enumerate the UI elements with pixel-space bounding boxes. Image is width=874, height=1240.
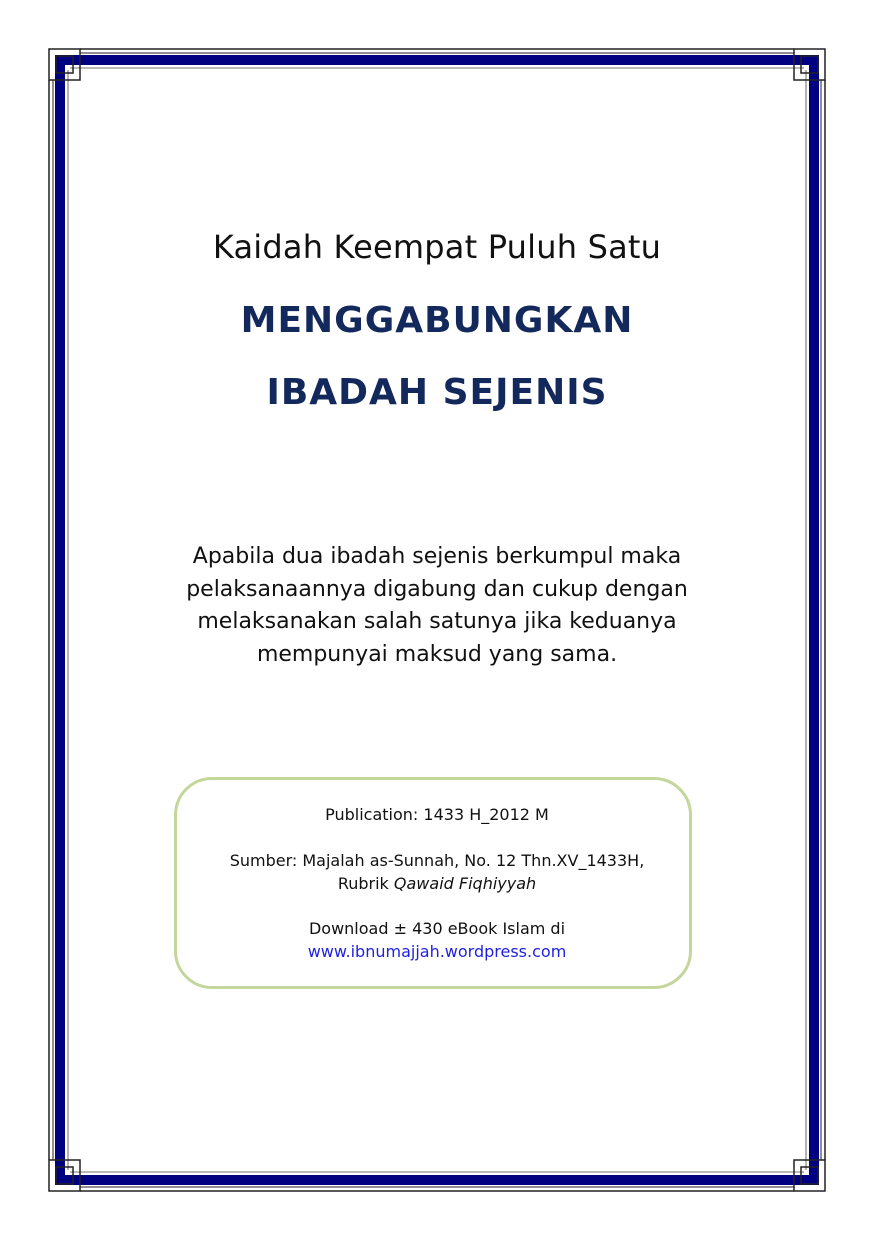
rule-line: melaksanakan salah satunya jika keduanya [197, 609, 677, 634]
publication-info: Publication: 1433 H_2012 M [325, 805, 549, 824]
source-info: Sumber: Majalah as-Sunnah, No. 12 Thn.XV_1433H, [229, 851, 645, 870]
website-link-row [0, 942, 874, 961]
rubric-prefix: Rubrik [337, 874, 394, 893]
title-line-2: IBADAH SEJENIS [266, 372, 608, 413]
source-rubric [0, 874, 874, 893]
title-line-1: MENGGABUNGKAN [240, 300, 634, 341]
rule-line: Apabila dua ibadah sejenis berkumpul maka [192, 544, 682, 569]
rule-number-heading: Kaidah Keempat Puluh Satu [212, 228, 662, 266]
rule-statement [137, 541, 737, 671]
rule-line: pelaksanaannya digabung dan cukup dengan [186, 576, 688, 602]
website-link[interactable]: www.ibnumajjah.wordpress.com [307, 942, 567, 961]
download-info: Download ± 430 eBook Islam di [308, 919, 566, 938]
rubric-name: Qawaid Fiqhiyyah [393, 874, 537, 893]
rule-line: mempunyai maksud yang sama. [256, 641, 618, 667]
